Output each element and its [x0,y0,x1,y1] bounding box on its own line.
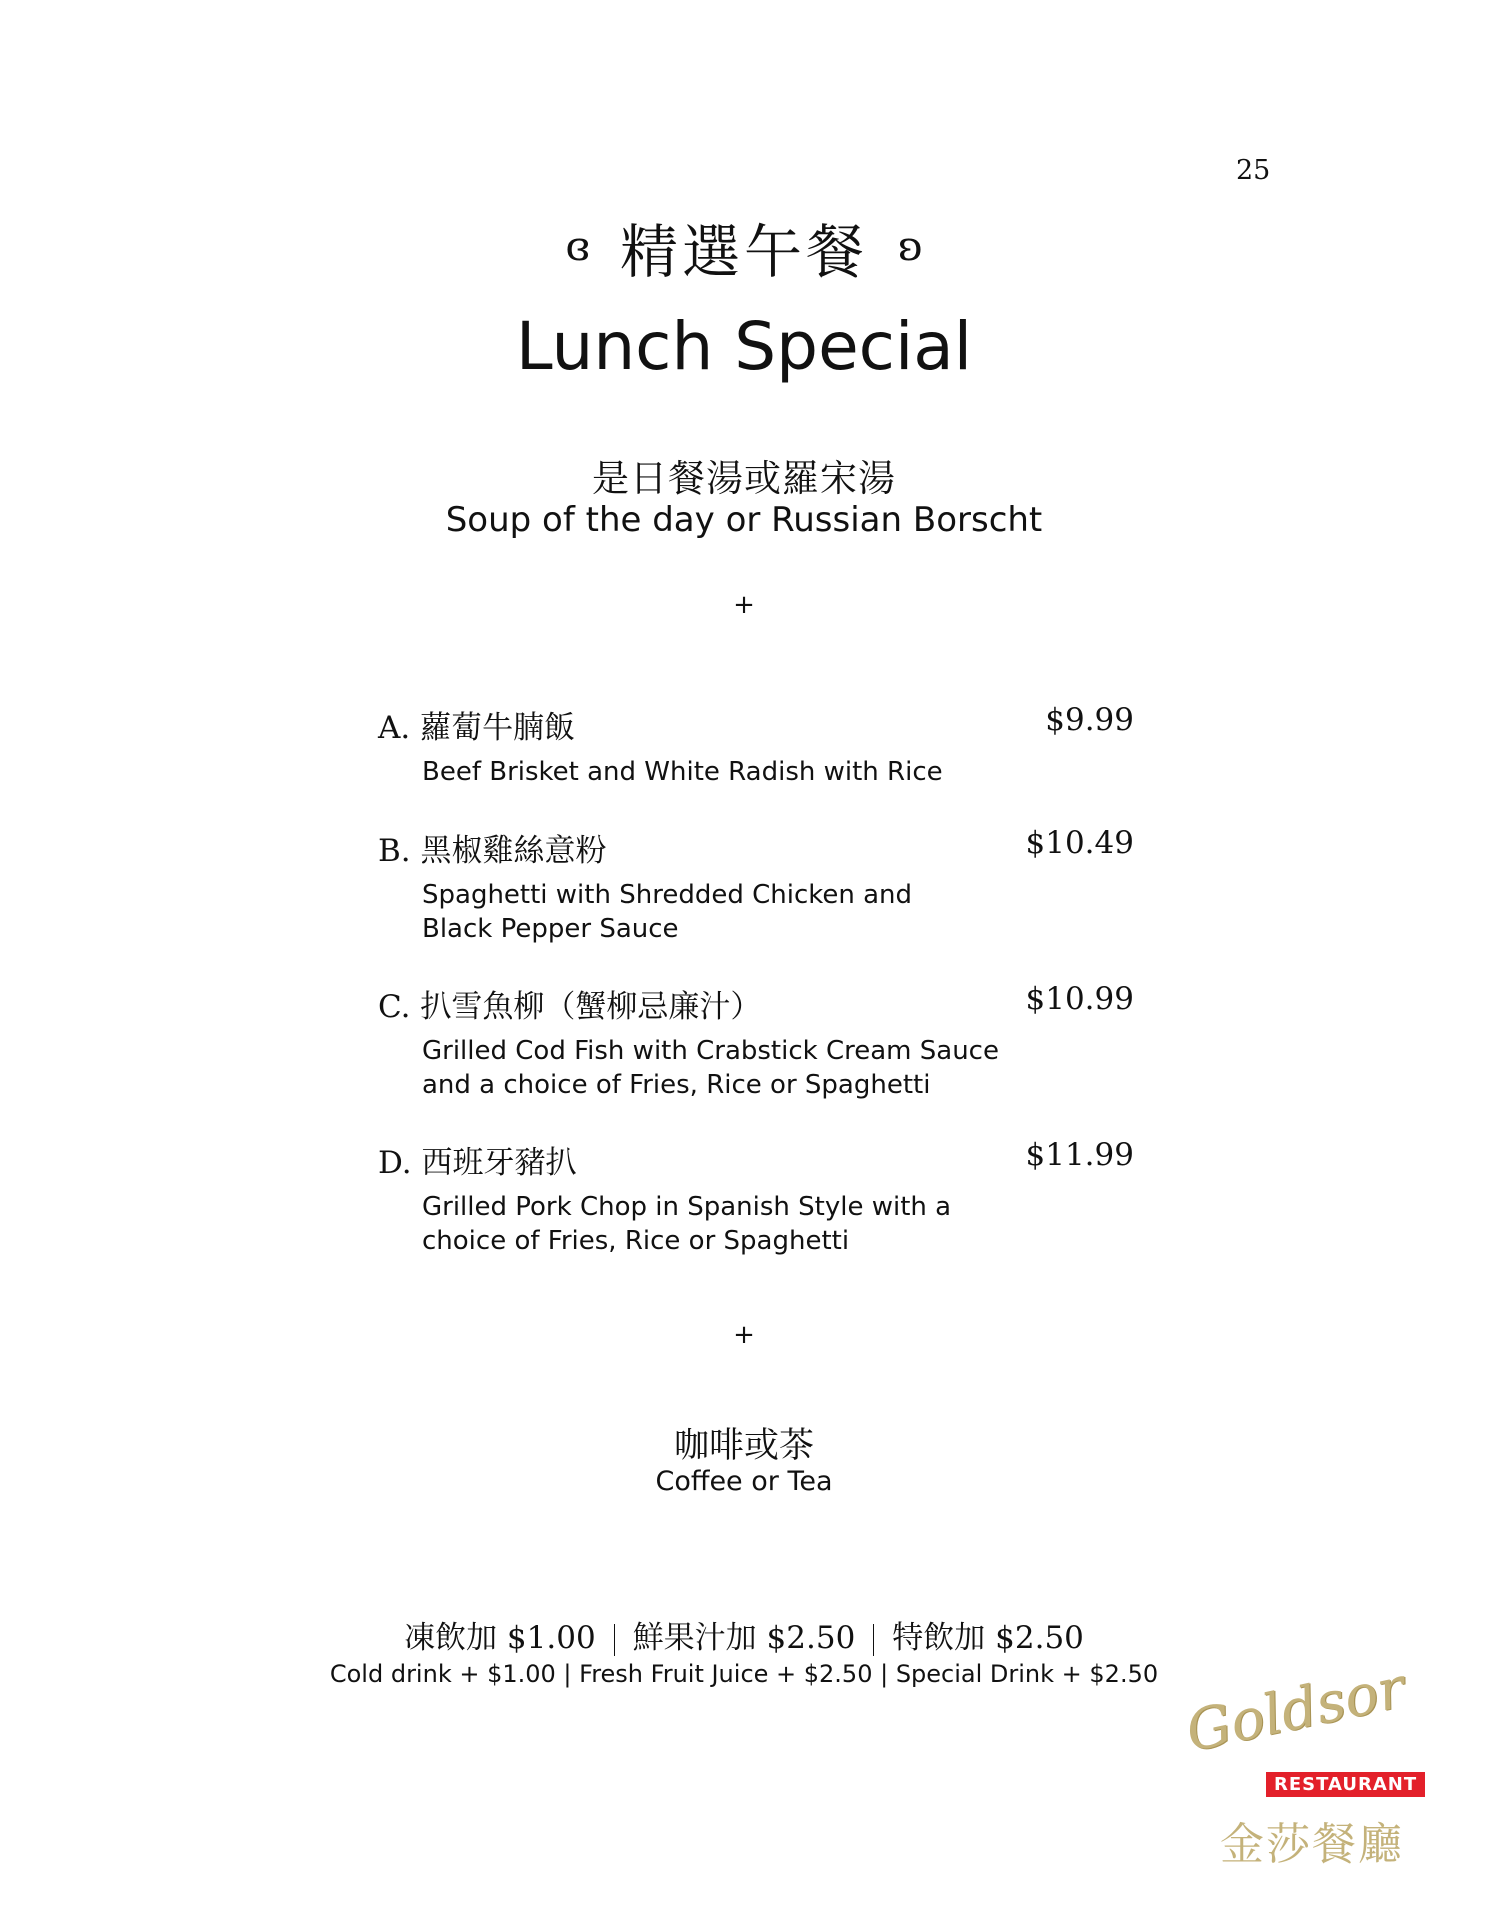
menu-item-english-line: Grilled Cod Fish with Crabstick Cream Sauce [422,1036,999,1066]
extras-english: Cold drink + $1.00 | Fresh Fruit Juice + $2.50 | Special Drink + $2.50 [329,1660,1159,1688]
menu-item-chinese-name: 扒雪魚柳（蟹柳忌廉汁） [420,989,762,1025]
drink-english: Coffee or Tea [655,1466,833,1497]
plus-separator: + [733,1320,755,1350]
menu-item-letter: B. [378,833,411,869]
logo-badge: RESTAURANT [1266,1772,1425,1797]
plus-separator: + [733,590,755,620]
menu-item-b [378,825,1138,946]
menu-item-chinese [378,1137,1138,1182]
title-chinese-row [0,205,1488,289]
menu-item-price: $11.99 [1025,1137,1134,1173]
menu-item-chinese [378,825,1138,870]
ornament-left-icon: ɞ [565,224,590,270]
menu-item-english-line: Black Pepper Sauce [422,914,679,944]
menu-item-english [422,1190,1138,1258]
menu-item-english [422,878,1138,946]
menu-item-chinese-name: 西班牙豬扒 [421,1145,577,1181]
menu-item-english-line: choice of Fries, Rice or Spaghetti [422,1226,850,1256]
menu-item-price: $9.99 [1045,702,1134,738]
menu-item-letter: C. [378,989,411,1025]
menu-item-english-line: Spaghetti with Shredded Chicken and [422,880,913,910]
menu-item-english [422,755,1138,789]
menu-item-letter: A. [378,710,411,746]
menu-item-english-line: Beef Brisket and White Radish with Rice [422,757,943,787]
menu-item-chinese-name: 黑椒雞絲意粉 [420,833,607,869]
menu-item-chinese [378,702,1138,747]
extra-special-drink: 特飲加 $2.50 [892,1620,1084,1656]
logo-chinese: 金莎餐廳 [1220,1819,1404,1870]
menu-item-price: $10.99 [1025,981,1134,1017]
menu-item-letter: D. [378,1145,412,1181]
divider [873,1624,874,1656]
extra-cold-drink: 凍飲加 $1.00 [404,1620,596,1656]
menu-item-chinese [378,981,1138,1026]
ornament-right-icon: ʚ [898,224,923,270]
menu-item-english [422,1034,1138,1102]
title-chinese: 精選午餐 [619,218,868,286]
page-number: 25 [1236,155,1271,186]
drink-chinese: 咖啡或茶 [673,1426,814,1466]
title-english: Lunch Special [515,308,973,385]
divider [614,1624,615,1656]
menu-item-chinese-name: 蘿蔔牛腩飯 [420,710,576,746]
menu-item-a [378,702,1138,789]
soup-english: Soup of the day or Russian Borscht [445,500,1043,540]
menu-item-c [378,981,1138,1102]
menu-item-english-line: and a choice of Fries, Rice or Spaghetti [422,1070,931,1100]
logo-script-text: Goldsor [1180,1655,1411,1765]
soup-chinese: 是日餐湯或羅宋湯 [592,457,896,500]
restaurant-logo [1180,1655,1420,1890]
extras-chinese [0,1612,1488,1657]
menu-item-price: $10.49 [1025,825,1134,861]
extra-fruit-juice: 鮮果汁加 $2.50 [632,1620,856,1656]
menu-item-d [378,1137,1138,1258]
menu-item-english-line: Grilled Pork Chop in Spanish Style with a [422,1192,952,1222]
